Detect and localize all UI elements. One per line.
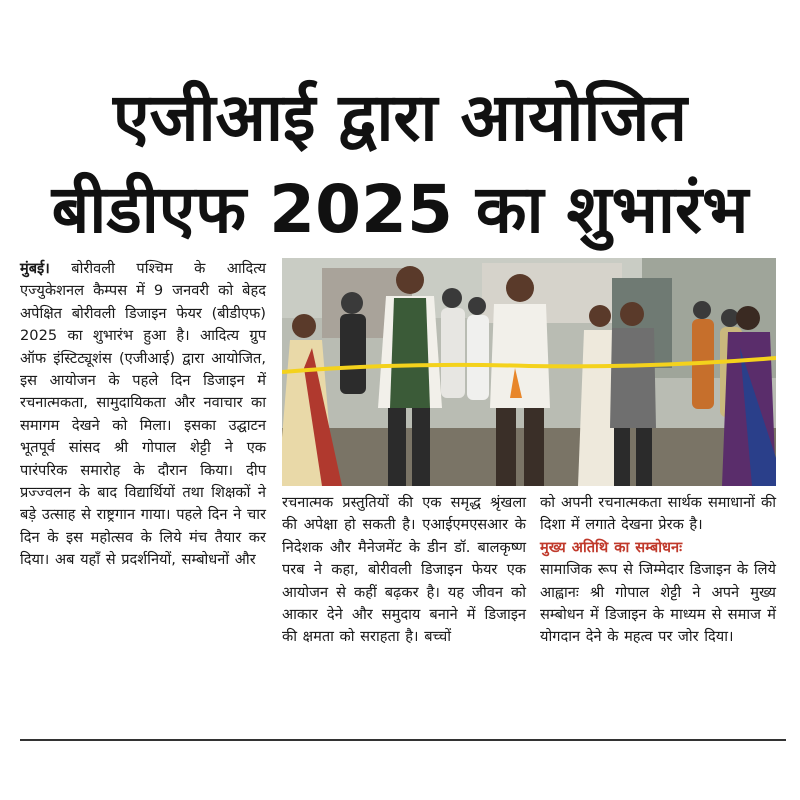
column-2-text: रचनात्मक प्रस्तुतियों की एक समृद्ध श्रृंखला की अपेक्षा हो सकती है। एआईएमएसआर के निदेशक और मैनेजमेंट के डीन डॉ. बालकृष्ण परब ने कहा, बोरीवली डिजाइन फेयर एक आयोजन से कहीं बढ़कर है। यह जीवन को आकार देने और समुदाय बनाने में डिजाइन की क्षमता को सराहता है। बच्चों xyxy=(282,494,526,646)
article-column-2 xyxy=(282,492,526,649)
article-column-1 xyxy=(20,258,266,572)
ribbon-cutting-photo xyxy=(282,258,776,486)
headline-line-2: बीडीएफ 2025 का शुभारंभ xyxy=(51,171,749,248)
subheading: मुख्य अतिथि का सम्बोधनः xyxy=(540,538,683,556)
column-3-text-2: सामाजिक रूप से जिम्मेदार डिजाइन के लिये आह्वानः श्री गोपाल शेट्टी ने अपने मुख्य सम्बोधन में डिजाइन के माध्यम से समाज में योगदान देने के महत्व पर जोर दिया। xyxy=(540,561,776,646)
article-column-3 xyxy=(540,492,776,649)
bottom-rule xyxy=(20,739,786,741)
dateline: मुंबई। xyxy=(20,260,50,277)
news-photo xyxy=(282,258,776,486)
column-1-text: बोरीवली पश्चिम के आदित्य एज्युकेशनल कैम्पस में 9 जनवरी को बेहद अपेक्षित बोरीवली डिजाइन फेयर (बीडीएफ) 2025 का शुभारंभ हुआ है। आदित्य ग्रुप ऑफ इंस्टिट्यूशंस (एजीआई) द्वारा आयोजित, इस आयोजन के पहले दिन डिजाइन में रचनात्मकता, सामुदायिकता और नवाचार का समागम देखने को मिला। इसका उद्घाटन भूतपूर्व सांसद श्री गोपाल शेट्टी ने एक पारंपरिक समारोह के दौरान किया। दीप प्रज्ज्वलन के बाद विद्यार्थियों तथा शिक्षकों ने बड़े उत्साह से राष्ट्रगान गाया। पहले दिन ने चार दिन के इस महोत्सव के लिये मंच तैयार कर दिया। अब यहाँ से प्रदर्शनियों, सम्बोधनों और xyxy=(20,260,267,569)
column-3-text: को अपनी रचनात्मकता सार्थक समाधानों की दिशा में लगाते देखना प्रेरक है। xyxy=(540,494,776,534)
headline-line-1: एजीआई द्वारा आयोजित xyxy=(112,79,688,156)
